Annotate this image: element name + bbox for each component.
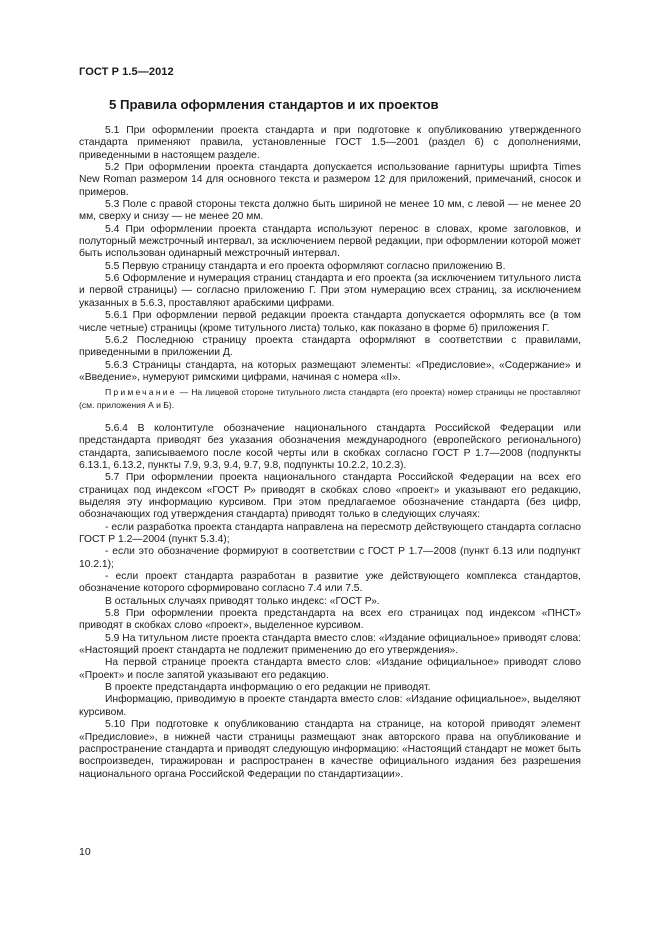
paragraph-italic-info: Информацию, приводимую в проекте стандарта вместо слов: «Издание официальное», выделяют курсивом.	[79, 694, 581, 718]
note	[79, 386, 581, 411]
paragraph-5-6-4: 5.6.4 В колонтитуле обозначение национального стандарта Российской Федерации или предстандарта приводят без указания обозначения международного (европейского регионального) стандарта, записываемого после косой черты или в скобках согласно ГОСТ Р 1.7—2008 (подпункты 6.13.1, 6.13.2, пункты 7.9, 9.3, 9.4, 9.7, 9.8, подпункты 10.2.2, 10.2.3).	[79, 422, 581, 471]
paragraph-5-2: 5.2 При оформлении проекта стандарта допускается использование гарнитуры шрифта Times New Roman размером 14 для основного текста и размером 12 для приложений, примечаний, сносок и примеров.	[79, 162, 581, 198]
page-number: 10	[79, 846, 91, 858]
paragraph-5-1: 5.1 При оформлении проекта стандарта и при подготовке к опубликованию утвержденного стандарта применяют правила, установленные ГОСТ 1.5—2001 (раздел 6) с дополнениями, приведенными в настоящем разделе.	[79, 125, 581, 161]
paragraph-5-6-3: 5.6.3 Страницы стандарта, на которых размещают элементы: «Предисловие», «Содержание» и «Введение», нумеруют римскими цифрами, начиная с номера «II».	[79, 359, 581, 383]
paragraph-other-cases: В остальных случаях приводят только индекс: «ГОСТ Р».	[105, 595, 380, 607]
paragraph-5-4: 5.4 При оформлении проекта стандарта используют перенос в словах, кроме заголовков, и полуторный межстрочный интервал, за исключением первой редакции, при оформлении которой может быть использован одинарный межстрочный интервал.	[79, 223, 581, 260]
paragraph-5-6: 5.6 Оформление и нумерация страниц стандарта и его проекта (за исключением титульного листа и первой страницы) — согласно приложению Г. При этом нумерацию всех страниц, за исключением указанных в 5.6.3, проставляют арабскими цифрами.	[79, 273, 581, 309]
paragraph-prestandard: В проекте предстандарта информацию о его редакции не приводят.	[105, 682, 431, 694]
list-item-revision: - если разработка проекта стандарта направлена на пересмотр действующего стандарта согласно ГОСТ Р 1.2—2004 (пункт 5.3.4);	[79, 521, 581, 545]
running-header: ГОСТ Р 1.5—2012	[79, 66, 174, 78]
section-title: 5 Правила оформления стандартов и их проектов	[109, 97, 439, 112]
paragraph-5-7: 5.7 При оформлении проекта национального стандарта Российской Федерации на всех его страницах под индексом «ГОСТ Р» приводят в скобках слово «проект» и указывают его редакцию, выделяя эту информацию курсивом. При этом предлагаемое обозначение стандарта (без цифр, обозначающих год утверждения стандарта) приводят только в следующих случаях:	[79, 472, 581, 521]
paragraph-5-8: 5.8 При оформлении проекта предстандарта на всех его страницах под индексом «ПНСТ» приводят в скобках слово «проект», выделенное курсивом.	[79, 608, 581, 632]
paragraph-5-3: 5.3 Поле с правой стороны текста должно быть шириной не менее 10 мм, с левой — не менее 20 мм, сверху и снизу — не менее 20 мм.	[79, 199, 581, 223]
note-text: — На лицевой стороне титульного листа стандарта (его проекта) номер страницы не проставляют (см. приложения А и Б).	[79, 387, 581, 410]
paragraph-5-6-1: 5.6.1 При оформлении первой редакции проекта стандарта допускается оформлять все (в том числе четные) страницы (кроме титульного листа) только, как показано в форме б) приложения Г.	[79, 310, 581, 334]
paragraph-5-6-2: 5.6.2 Последнюю страницу проекта стандарта оформляют в соответствии с правилами, приведенными в приложении Д.	[79, 334, 581, 359]
paragraph-5-9: 5.9 На титульном листе проекта стандарта вместо слов: «Издание официальное» приводят слова: «Настоящий проект стандарта не подлежит применению до его утверждения».	[79, 632, 581, 657]
body-text	[79, 125, 581, 781]
note-label: Примечание	[105, 387, 177, 398]
paragraph-5-10: 5.10 При подготовке к опубликованию стандарта на странице, на которой приводят элемент «Предисловие», в нижней части страницы размещают знак авторского права на опубликование и распространение стандарта и приводят следующую информацию: «Настоящий стандарт не может быть воспроизведен, тиражирован и распространен в качестве официального издания без разрешения национального органа Российской Федерации по стандартизации».	[79, 719, 581, 780]
list-item-complex: - если проект стандарта разработан в развитие уже действующего комплекса стандартов, обозначение которого сформировано согласно 7.4 или 7.5.	[79, 571, 581, 595]
list-item-designation: - если это обозначение формируют в соответствии с ГОСТ Р 1.7—2008 (пункт 6.13 или подпункт 10.2.1);	[79, 546, 581, 570]
paragraph-first-page: На первой странице проекта стандарта вместо слов: «Издание официальное» приводят слово «Проект» и после запятой указывают его редакцию.	[79, 657, 581, 681]
paragraph-5-5: 5.5 Первую страницу стандарта и его проекта оформляют согласно приложению В.	[105, 260, 506, 272]
